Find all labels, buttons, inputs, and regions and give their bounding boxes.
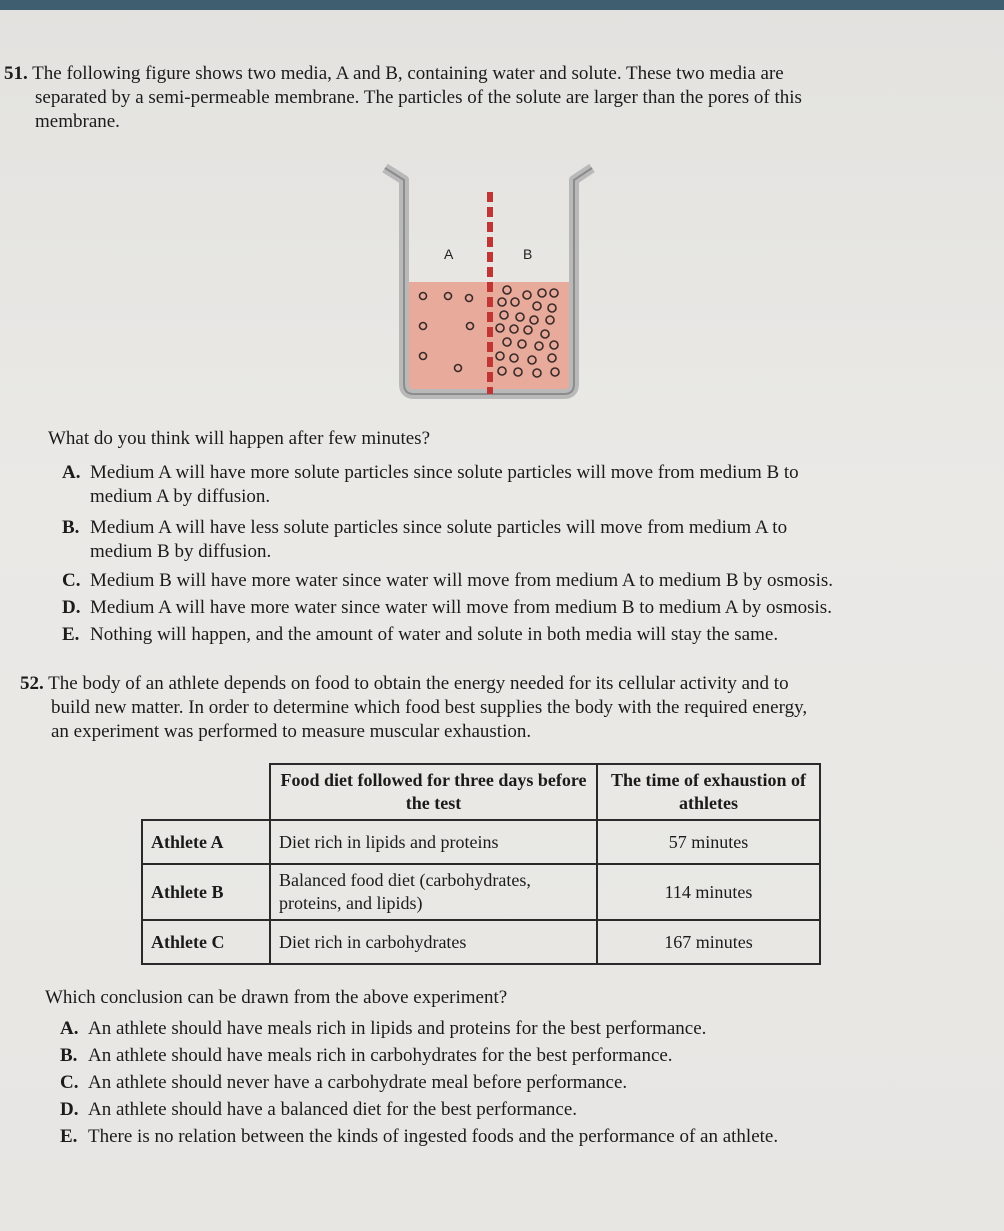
q51-option-e: E. Nothing will happen, and the amount of water and solute in both media will stay the same. (62, 624, 779, 645)
q51-option-a: A. Medium A will have more solute particles since solute particles will move from medium B to medium A by diffusion. (62, 462, 799, 507)
q51-option-c: C. Medium B will have more water since water will move from medium A to medium B by osmosis. (62, 570, 834, 591)
q52-question: Which conclusion can be drawn from the above experiment? (45, 987, 508, 1008)
top-edge (0, 0, 1004, 10)
q51-stem-line1: The following figure shows two media, A and B, containing water and solute. These two media are (32, 63, 784, 84)
experiment-table (141, 763, 821, 965)
q52-option-d: D. An athlete should have a balanced diet for the best performance. (60, 1099, 578, 1120)
beaker-figure (382, 162, 602, 402)
q51-stem (4, 62, 994, 134)
medium-a-label: A (444, 246, 454, 262)
q52-stem-line3: an experiment was performed to measure muscular exhaustion. (51, 721, 532, 742)
table-header-empty (142, 764, 270, 820)
q52-stem (20, 672, 990, 744)
table-header-diet: Food diet followed for three days before the test (270, 764, 597, 820)
table-row: Athlete A Diet rich in lipids and proteins 57 minutes (142, 820, 820, 864)
q52-stem-line2: build new matter. In order to determine which food best supplies the body with the required energy, (51, 697, 808, 718)
q51-question: What do you think will happen after few minutes? (48, 428, 431, 449)
table-header-time: The time of exhaustion of athletes (597, 764, 820, 820)
q51-option-d: D. Medium A will have more water since water will move from medium B to medium A by osmosis. (62, 597, 832, 618)
q52-option-b: B. An athlete should have meals rich in carbohydrates for the best performance. (60, 1045, 673, 1066)
q52-option-e: E. There is no relation between the kinds of ingested foods and the performance of an athlete. (60, 1126, 779, 1147)
q51-number: 51. (4, 63, 28, 84)
q51-stem-line3: membrane. (35, 111, 120, 132)
table-header-row (142, 764, 820, 820)
table-row: Athlete B Balanced food diet (carbohydrates, proteins, and lipids) 114 minutes (142, 864, 820, 920)
q51-stem-line2: separated by a semi-permeable membrane. The particles of the solute are larger than the pores of this (35, 87, 802, 108)
table-row: Athlete C Diet rich in carbohydrates 167 minutes (142, 920, 820, 964)
q52-number: 52. (20, 673, 44, 694)
q51-option-b: B. Medium A will have less solute particles since solute particles will move from medium A to medium B by diffusion. (62, 517, 788, 562)
q52-option-c: C. An athlete should never have a carbohydrate meal before performance. (60, 1072, 628, 1093)
medium-b-label: B (523, 246, 533, 262)
q52-option-a: A. An athlete should have meals rich in lipids and proteins for the best performance. (60, 1018, 707, 1039)
q52-stem-line1: The body of an athlete depends on food to obtain the energy needed for its cellular activity and to (48, 673, 789, 694)
